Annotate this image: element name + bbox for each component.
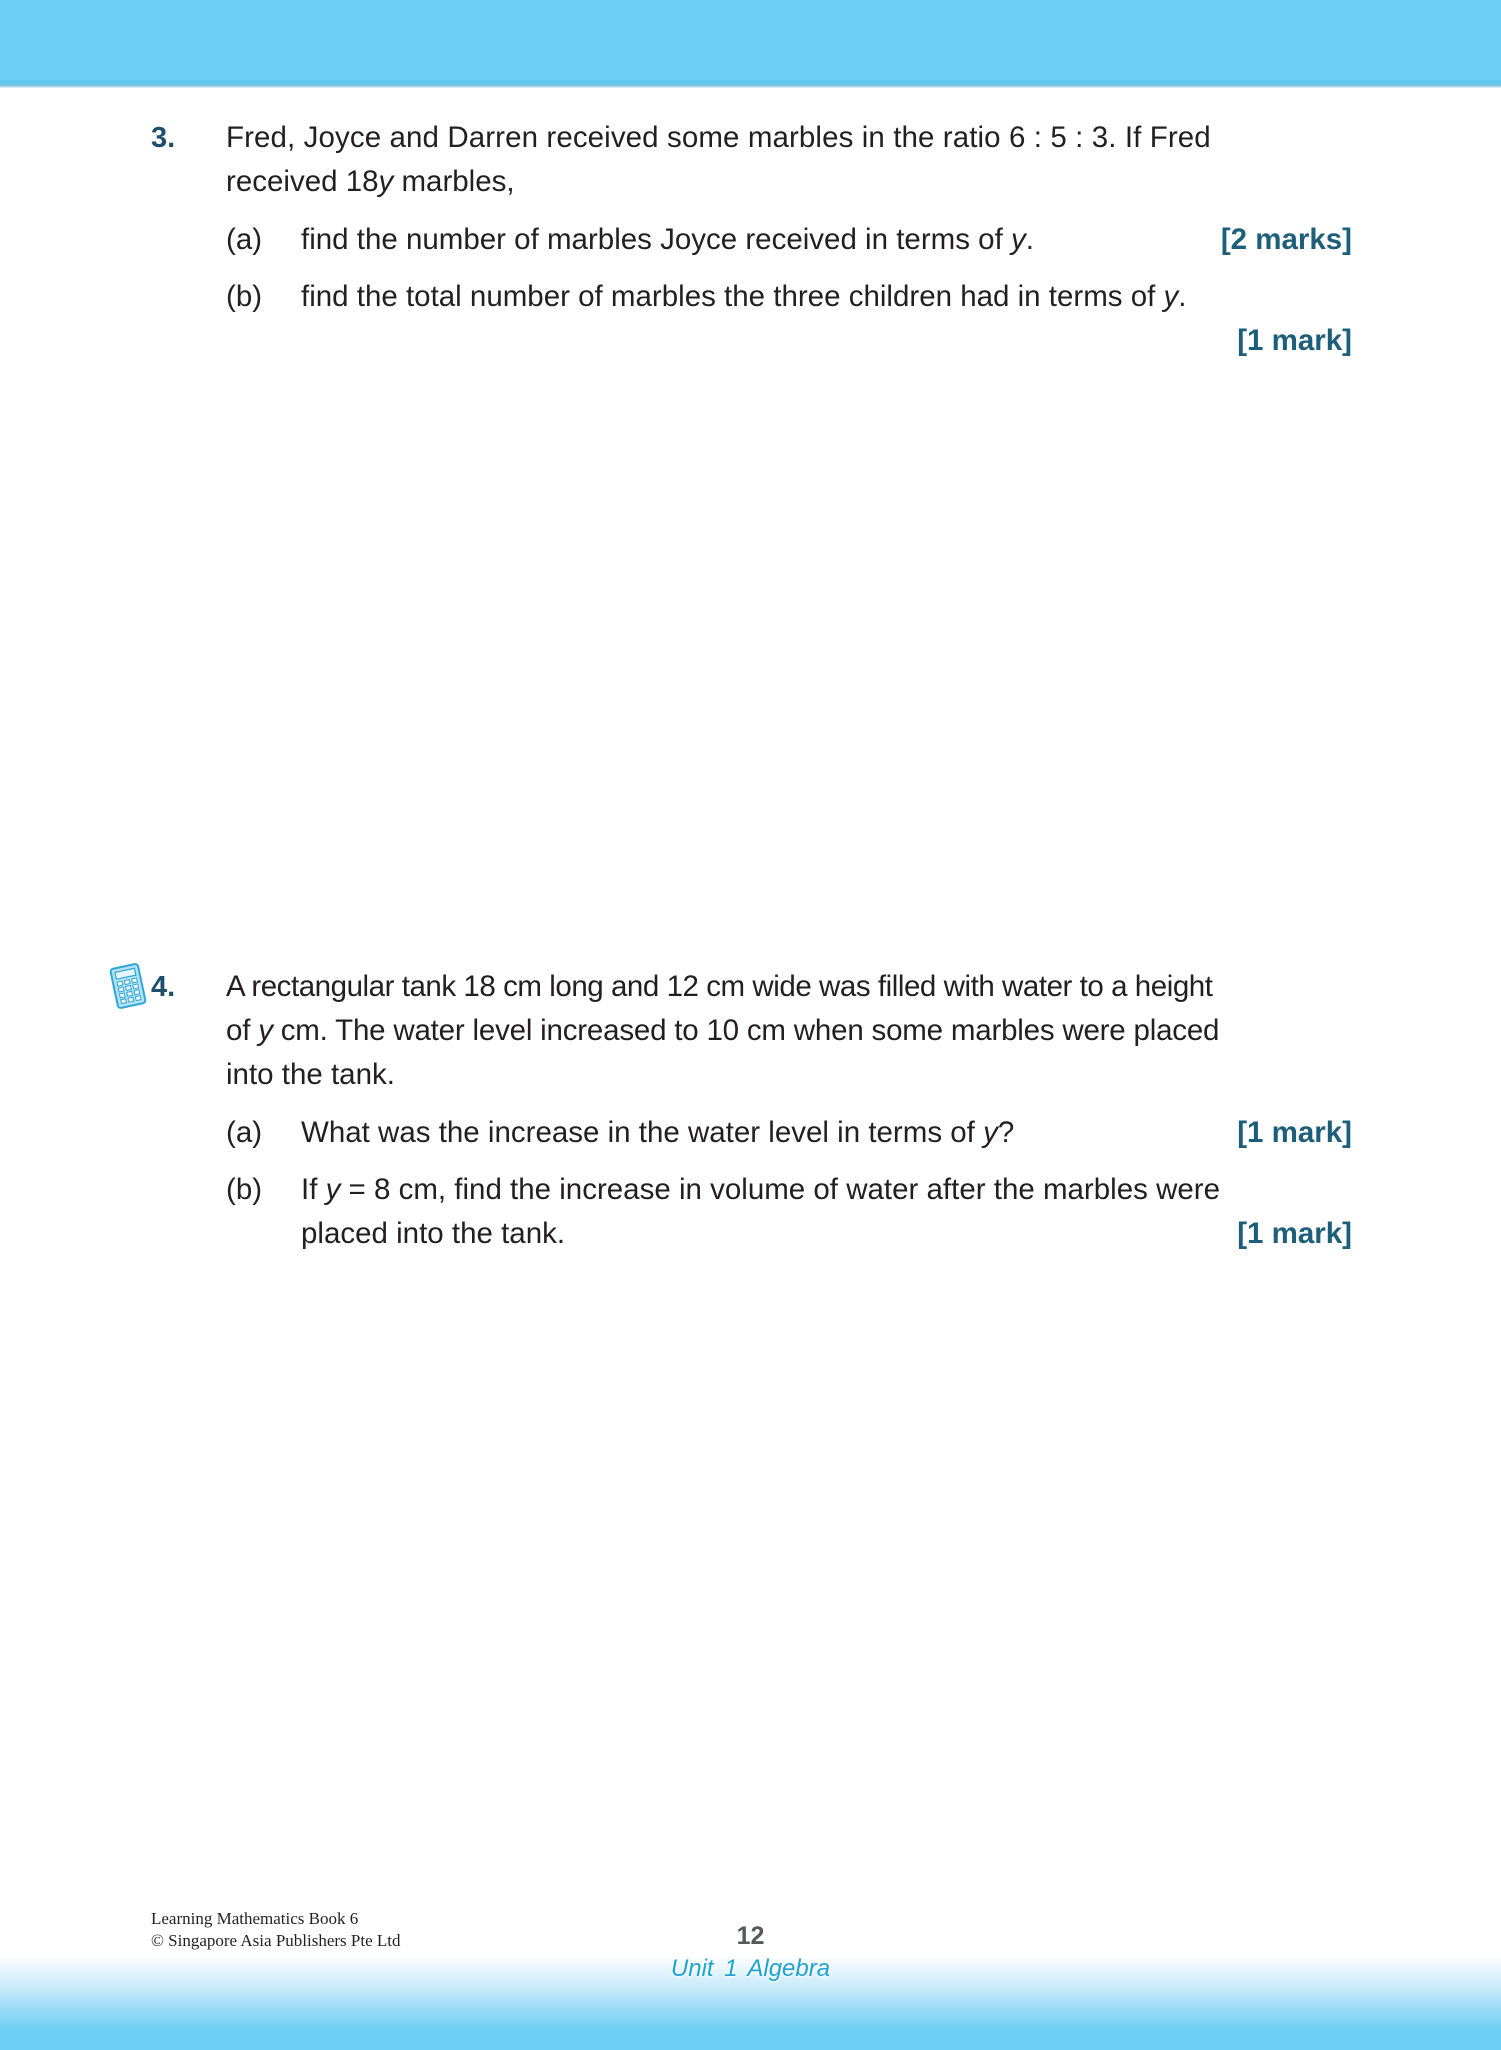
part-text-line2: placed into the tank. <box>301 1217 566 1250</box>
part-text-pre: find the total number of marbles the three children had in terms of <box>301 280 1164 313</box>
part-text <box>301 1111 1014 1155</box>
marks-badge: [2 marks] <box>1220 223 1352 256</box>
variable-y: y <box>258 1014 273 1047</box>
book-title: Learning Mathematics Book 6 <box>151 1909 359 1928</box>
variable-y: y <box>983 1116 998 1149</box>
stem-text: received 18 <box>226 165 379 198</box>
question-stem <box>226 116 1352 204</box>
part-label: (a) <box>226 223 263 256</box>
question-4-part-b <box>226 1168 1352 1256</box>
part-label: (b) <box>226 280 263 313</box>
top-header-band <box>0 0 1501 80</box>
part-body <box>301 218 1352 262</box>
stem-text-post: cm. The water level increased to 10 cm when some marbles were placed <box>272 1014 1220 1047</box>
part-line <box>301 275 1352 319</box>
part-text-post: . <box>1178 280 1187 313</box>
stem-line-3: into the tank. <box>226 1058 395 1091</box>
part-label: (a) <box>226 1116 263 1149</box>
stem-text-pre: of <box>226 1014 259 1047</box>
question-3-part-a <box>226 218 1352 262</box>
part-text <box>301 218 1034 262</box>
question-4-part-a <box>226 1111 1352 1155</box>
part-text <box>301 1168 1220 1212</box>
variable-y: y <box>1010 223 1026 256</box>
stem-text: marbles, <box>393 165 515 198</box>
question-number: 4. <box>151 971 176 1003</box>
part-body <box>301 275 1352 363</box>
part-text-post: ? <box>997 1116 1015 1149</box>
unit-title: Unit 1 Algebra <box>670 1955 831 1982</box>
part-body <box>301 1111 1352 1155</box>
variable-y: y <box>1163 280 1179 313</box>
question-stem <box>226 965 1352 1097</box>
part-line <box>301 1111 1352 1155</box>
stem-line-2 <box>226 160 1352 204</box>
marks-badge: [1 mark] <box>1237 324 1352 357</box>
stem-text <box>226 1009 1219 1053</box>
part-text-pre: What was the increase in the water level in terms of <box>301 1116 984 1149</box>
question-number: 3. <box>151 122 176 154</box>
copyright-notice: © Singapore Asia Publishers Pte Ltd <box>151 1931 401 1950</box>
stem-text: Fred, Joyce and Darren received some marbles in the ratio 6 : 5 : 3. If Fred <box>226 121 1211 154</box>
stem-line-1 <box>226 116 1352 160</box>
page-number: 12 <box>736 1922 765 1950</box>
stem-text: A rectangular tank 18 cm long and 12 cm wide was filled with water to a height <box>226 970 1213 1003</box>
part-text-post: . <box>1025 223 1034 256</box>
top-header-band-edge <box>0 80 1501 88</box>
question-3-part-b <box>226 275 1352 363</box>
part-line <box>301 1168 1352 1212</box>
part-label: (b) <box>226 1173 263 1206</box>
variable-y: y <box>325 1173 341 1206</box>
stem-line-1 <box>226 965 1352 1009</box>
stem-line-2 <box>226 1009 1352 1053</box>
part-text-pre: find the number of marbles Joyce received in terms of <box>301 223 1011 256</box>
variable-y: y <box>378 165 394 198</box>
part-line <box>301 1212 1352 1256</box>
marks-badge: [1 mark] <box>1237 1217 1352 1250</box>
calculator-icon <box>108 962 148 1010</box>
part-text-pre: If <box>301 1173 326 1206</box>
part-body <box>301 1168 1352 1256</box>
part-line <box>301 218 1352 262</box>
marks-badge: [1 mark] <box>1237 1116 1352 1149</box>
part-text-mid: = 8 cm, find the increase in volume of water after the marbles were <box>340 1173 1221 1206</box>
